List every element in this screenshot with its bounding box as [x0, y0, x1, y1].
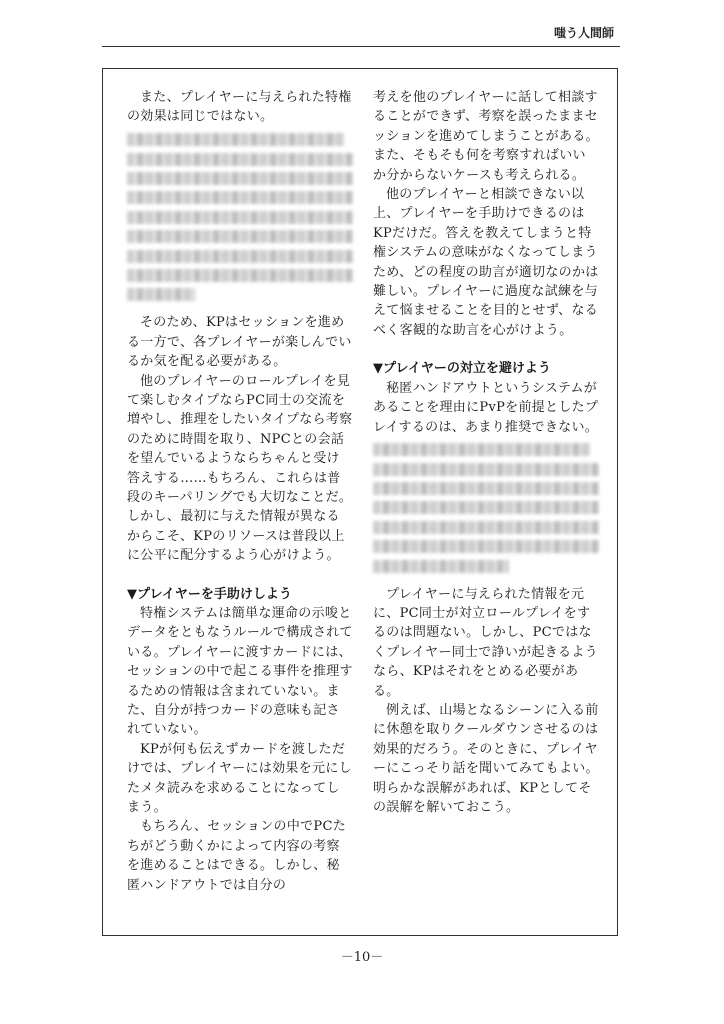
paragraph: プレイヤーに与えられた情報を元に、PC同士が対立ロールプレイをするのは問題ない。しかし、PCではなくプレイヤー同士で諍いが起きるようなら、KPはそれをとめる必要がある。 [373, 586, 598, 699]
redacted-text-block [373, 443, 599, 572]
running-header-title: 嗤う人間師 [553, 26, 614, 40]
section-heading: ▼プレイヤーを手助けしよう [127, 586, 292, 602]
paragraph: 例えば、山場となるシーンに入る前に休憩を取りクールダウンさせるのは効果的だろう。そのときに、プレイヤーにこっそり話を聞いてみてもよい。明らかな誤解があれば、KPとしてその誤解を解いておこう。 [373, 703, 599, 816]
header-rule [102, 46, 620, 47]
paragraph: そのため、KPはセッションを進める一方で、各プレイヤーが楽しんでいるか気を配る必要がある。 [127, 315, 352, 370]
paragraph: KPが何も伝えずカードを渡しただけでは、プレイヤーには効果を元にしたメタ読みを求めることになってしまう。 [127, 741, 352, 816]
paragraph: 考えを他のプレイヤーに話して相談することができず、考察を誤ったままセッションを進めてしまうことがある。また、そもそも何を考察すればいいか分からないケースも考えられる。 [373, 90, 599, 183]
right-column [373, 88, 599, 818]
section-heading: ▼プレイヤーの対立を避けよう [373, 361, 551, 377]
paragraph: もちろん、セッションの中でPCたちがどう動くかによって内容の考察を進めることはできる。しかし、秘匿ハンドアウトでは自分の [127, 819, 347, 893]
paragraph: また、プレイヤーに与えられた特権の効果は同じではない。 [127, 90, 352, 125]
left-column [127, 88, 353, 895]
redacted-text-block [127, 133, 353, 301]
page-number: －10－ [340, 950, 384, 965]
paragraph: 他のプレイヤーと相談できない以上、プレイヤーを手助けできるのはKPだけだ。答えを教えてしまうと特権システムの意味がなくなってしまうため、どの程度の助言が適切なのかは難しい。プレイヤーに過度な試練を与えて悩ませることを目的とせず、なるべく客観的な助言を心がけよう。 [373, 187, 599, 338]
paragraph: 他のプレイヤーのロールプレイを見て楽しむタイプならPC同士の交流を増やし、推理をしたいタイプなら考察のために時間を取り、NPCとの会話を望んでいるようならちゃんと受け答えする……もちろん、これらは普段のキーパリングでも大切なことだ。しかし、最初に与えた情報が異なるからこそ、KPのリソースは普段以上に公平に配分するよう心がけよう。 [127, 373, 353, 564]
paragraph: 秘匿ハンドアウトというシステムがあることを理由にPvPを前提としたプレイするのは、あまり推奨できない。 [373, 380, 599, 435]
paragraph: 特権システムは簡単な運命の示唆とデータをともなうルールで構成されている。プレイヤーに渡すカードには、セッションの中で起こる事件を推理するための情報は含まれていない。また、自分が持つカードの意味も記されていない。 [127, 606, 353, 738]
